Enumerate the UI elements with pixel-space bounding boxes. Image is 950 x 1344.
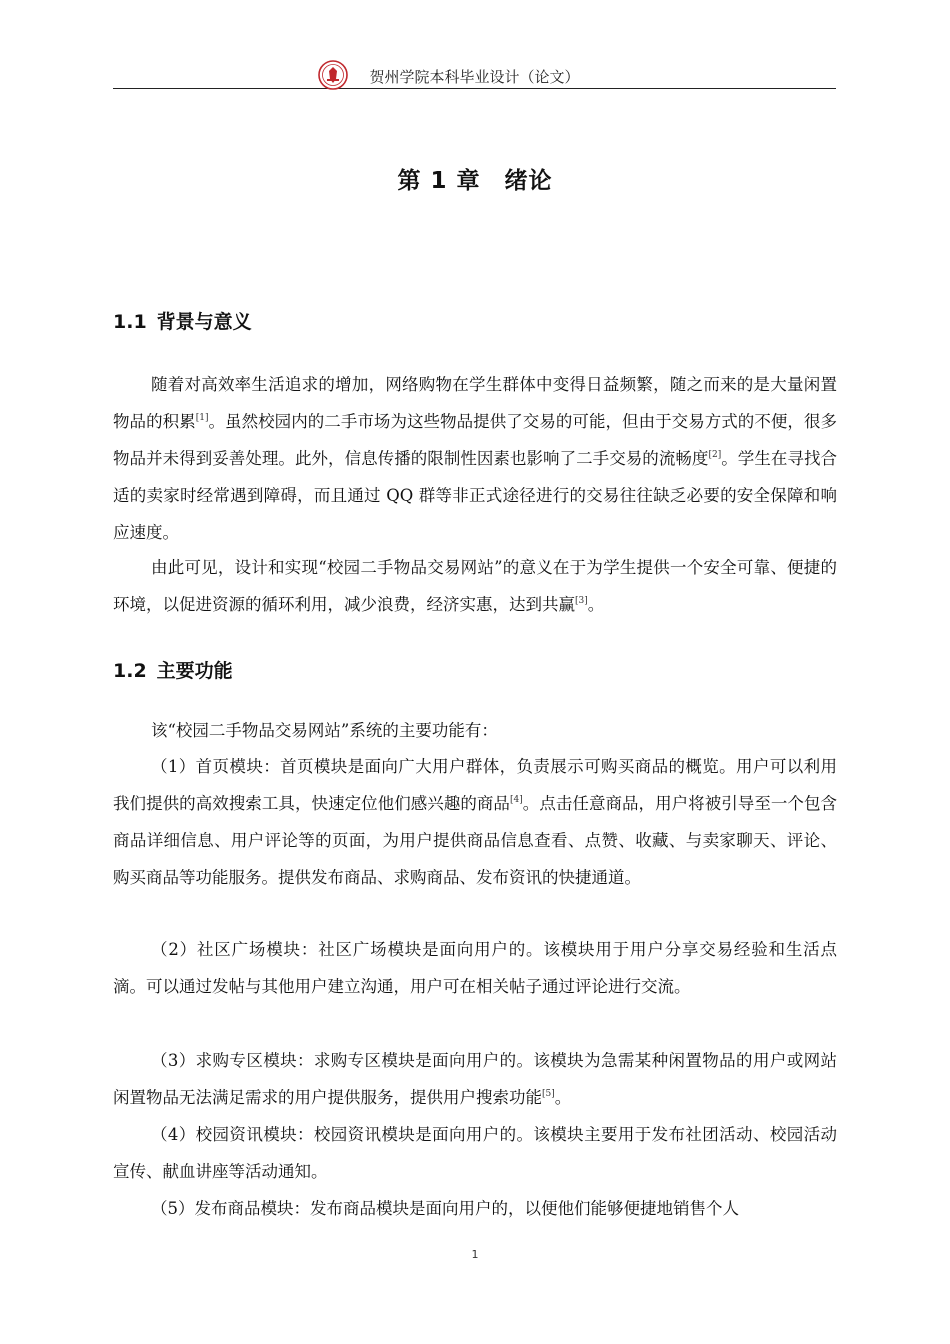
paragraph-news-module: （4）校园资讯模块：校园资讯模块是面向用户的。该模块主要用于发布社团活动、校园活动宣传、献血讲座等活动通知。: [113, 1125, 837, 1181]
paragraph-wanted-module: （3）求购专区模块：求购专区模块是面向用户的。该模块为急需某种闲置物品的用户或网站闲置物品无法满足需求的用户提供服务，提供用户搜索功能[5]。: [113, 1051, 837, 1107]
paragraph-publish-module: （5）发布商品模块：发布商品模块是面向用户的，以便他们能够便捷地销售个人: [151, 1199, 739, 1218]
paragraph-community-module: （2）社区广场模块：社区广场模块是面向用户的。该模块用于用户分享交易经验和生活点滴。可以通过发帖与其他用户建立沟通，用户可在相关帖子通过评论进行交流。: [113, 940, 837, 996]
section-heading-1-2: [113, 656, 233, 683]
paragraph-homepage-module: （1）首页模块：首页模块是面向广大用户群体，负责展示可购买商品的概览。用户可以利用我们提供的高效搜索工具，快速定位他们感兴趣的商品[4]。点击任意商品，用户将被引导至一个包含商品详细信息、用户评论等的页面，为用户提供商品信息查看、点赞、收藏、与卖家聊天、评论、购买商品等功能服务。提供发布商品、求购商品、发布资讯的快捷通道。: [113, 757, 838, 887]
page-header: [113, 58, 836, 90]
paragraph-functions-intro: 该“校园二手物品交易网站”系统的主要功能有：: [151, 721, 498, 740]
citation-4: [4]: [509, 795, 523, 805]
chapter-heading: [0, 162, 950, 195]
citation-2: [2]: [708, 450, 722, 460]
chapter-number: 第 1 章: [397, 168, 481, 194]
section-heading-1-1: [113, 307, 252, 334]
university-seal-icon: [318, 60, 348, 90]
citation-3: [3]: [575, 596, 588, 606]
paragraph-background: 随着对高效率生活追求的增加，网络购物在学生群体中变得日益频繁，随之而来的是大量闲置物品的积累[1]。虽然校园内的二手市场为这些物品提供了交易的可能，但由于交易方式的不便，很多物品并未得到妥善处理。此外，信息传播的限制性因素也影响了二手交易的流畅度[2]。学生在寻找合适的卖家时经常遇到障碍，而且通过 QQ 群等非正式途径进行的交易往往缺乏必要的安全保障和响应速度。: [113, 375, 838, 542]
paragraph-significance: 由此可见，设计和实现“校园二手物品交易网站”的意义在于为学生提供一个安全可靠、便捷的环境，以促进资源的循环利用，减少浪费，经济实惠，达到共赢[3]。: [113, 558, 837, 614]
section-title: 主要功能: [156, 660, 233, 682]
header-title: 贺州学院本科毕业设计（论文）: [369, 68, 580, 86]
citation-5: [5]: [542, 1089, 555, 1099]
section-title: 背景与意义: [156, 311, 252, 333]
section-number: 1.1: [113, 311, 147, 333]
citation-1: [1]: [195, 413, 209, 423]
header-rule: [113, 88, 836, 89]
section-number: 1.2: [113, 660, 147, 682]
page-number: 1: [471, 1248, 479, 1261]
chapter-title: 绪论: [504, 168, 553, 194]
